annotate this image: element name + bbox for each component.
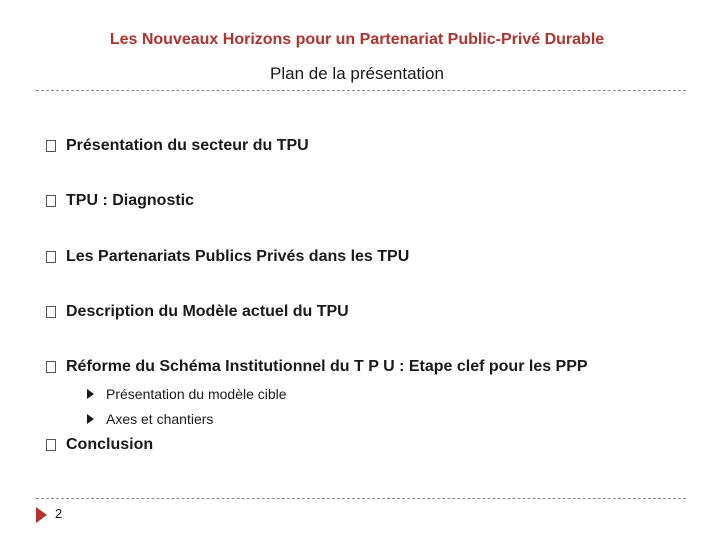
footer-divider [36, 498, 686, 499]
arrow-bullet-icon [87, 414, 94, 424]
list-item [46, 189, 194, 213]
list-item [46, 134, 309, 158]
list-item [46, 245, 409, 269]
list-item [46, 355, 588, 379]
list-item-label: Conclusion [66, 436, 154, 453]
list-item-label: Réforme du Schéma Institutionnel du T P U : Etape clef pour les PPP [66, 358, 588, 375]
list-item-label: TPU : Diagnostic [66, 192, 195, 209]
sub-list-item [87, 409, 213, 429]
arrow-bullet-icon [87, 389, 94, 399]
header-divider [36, 90, 686, 91]
triangle-marker-icon [36, 507, 47, 523]
sub-list-item-label: Axes et chantiers [106, 411, 214, 427]
slide-title: Plan de la présentation [270, 64, 444, 83]
sub-list-item [87, 384, 287, 404]
list-item [46, 433, 153, 457]
list-item [46, 300, 349, 324]
page-number: 2 [55, 506, 63, 521]
presentation-header-title: Les Nouveaux Horizons pour un Partenariat Public-Privé Durable [109, 31, 605, 48]
checkbox-bullet-icon [46, 361, 56, 373]
list-item-label: Description du Modèle actuel du TPU [66, 303, 349, 320]
checkbox-bullet-icon [46, 195, 56, 207]
checkbox-bullet-icon [46, 306, 56, 318]
checkbox-bullet-icon [46, 251, 56, 263]
checkbox-bullet-icon [46, 140, 56, 152]
list-item-label: Les Partenariats Publics Privés dans les TPU [66, 248, 410, 265]
list-item-label: Présentation du secteur du TPU [66, 137, 309, 154]
checkbox-bullet-icon [46, 439, 56, 451]
sub-list-item-label: Présentation du modèle cible [106, 386, 287, 402]
